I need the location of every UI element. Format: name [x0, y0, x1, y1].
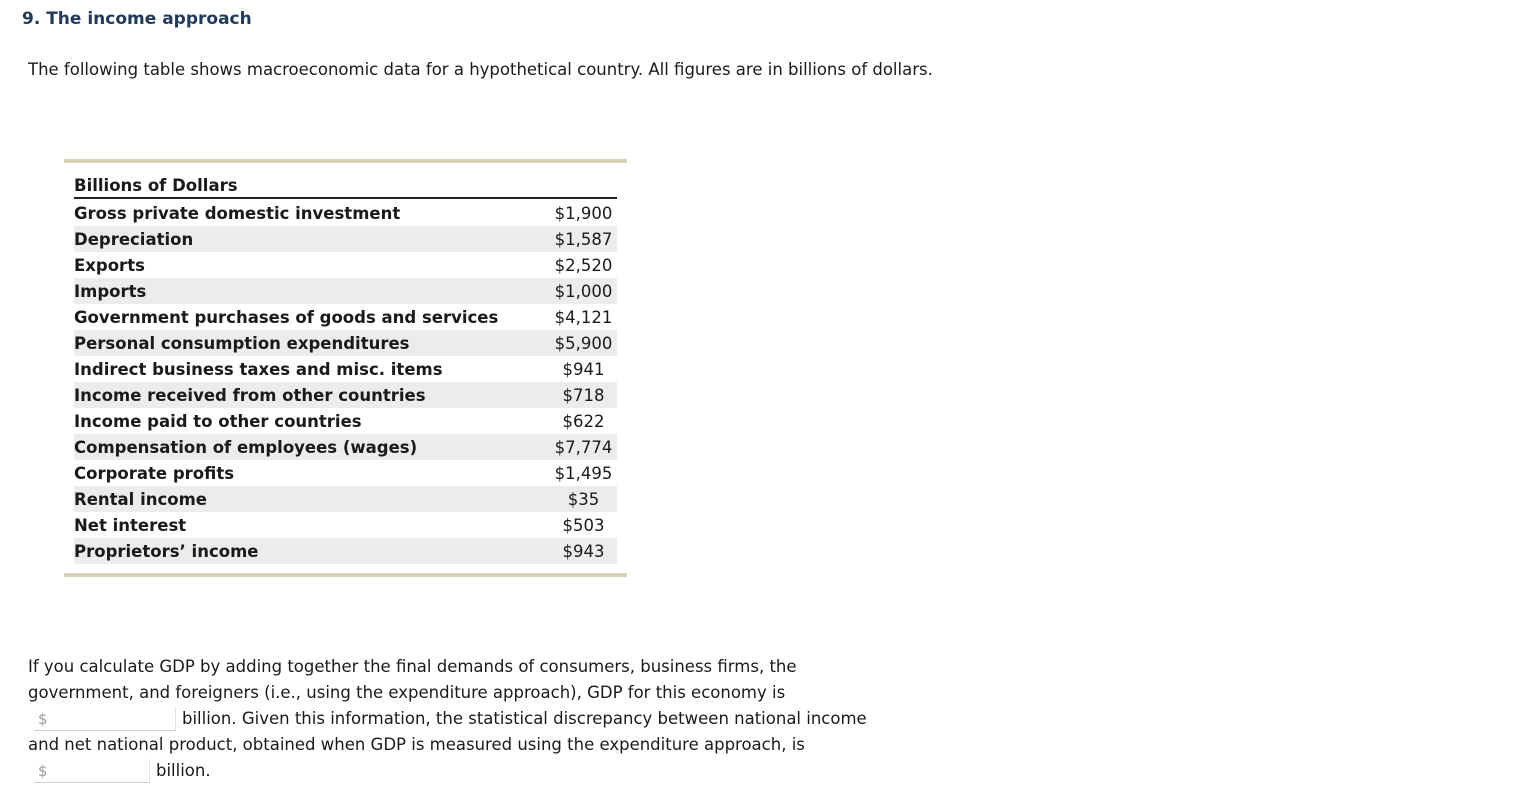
question-text	[28, 654, 948, 784]
intro-text: The following table shows macroeconomic data for a hypothetical country. All figures are in billions of dollars.	[28, 60, 933, 79]
row-label: Income received from other countries	[74, 385, 426, 405]
table-row	[74, 434, 617, 460]
table-row	[74, 538, 617, 564]
row-value: $622	[562, 411, 605, 431]
row-value: $943	[562, 541, 605, 561]
question-line	[28, 758, 948, 784]
table-row	[74, 512, 617, 538]
gdp-input[interactable]	[52, 710, 170, 728]
row-value: $2,520	[554, 255, 613, 275]
row-label: Compensation of employees (wages)	[74, 437, 418, 457]
question-fragment: billion.	[156, 761, 211, 780]
row-label: Indirect business taxes and misc. items	[74, 359, 443, 379]
table-row	[74, 252, 617, 278]
question-line: and net national product, obtained when GDP is measured using the expenditure approach, is	[28, 735, 805, 754]
table-row	[74, 486, 617, 512]
table-body	[74, 200, 617, 564]
row-label: Exports	[74, 255, 145, 275]
row-label: Government purchases of goods and services	[74, 307, 499, 327]
question-title: 9. The income approach	[22, 9, 252, 29]
row-value: $7,774	[554, 437, 613, 457]
question-fragment: billion. Given this information, the statistical discrepancy between national income	[182, 709, 867, 728]
row-value: $718	[562, 385, 605, 405]
discrepancy-answer-field[interactable]	[34, 759, 150, 783]
row-value: $35	[567, 489, 600, 509]
row-label: Net interest	[74, 515, 187, 535]
table-row	[74, 200, 617, 226]
question-line: government, and foreigners (i.e., using the expenditure approach), GDP for this economy is	[28, 683, 786, 702]
row-label: Gross private domestic investment	[74, 203, 401, 223]
row-value: $1,495	[554, 463, 613, 483]
question-line	[28, 706, 948, 732]
row-value: $1,900	[554, 203, 613, 223]
table-header: Billions of Dollars	[74, 174, 617, 199]
table-row	[74, 304, 617, 330]
row-value: $503	[562, 515, 605, 535]
table-row	[74, 356, 617, 382]
data-table	[64, 159, 627, 577]
row-label: Corporate profits	[74, 463, 235, 483]
row-label: Depreciation	[74, 229, 194, 249]
table-row	[74, 382, 617, 408]
table-row	[74, 278, 617, 304]
table-row	[74, 408, 617, 434]
dollar-icon: $	[38, 761, 48, 780]
row-value: $5,900	[554, 333, 613, 353]
row-value: $941	[562, 359, 605, 379]
gdp-answer-field[interactable]	[34, 707, 176, 731]
question-line: If you calculate GDP by adding together the final demands of consumers, business firms, the	[28, 657, 797, 676]
discrepancy-input[interactable]	[52, 762, 144, 780]
row-label: Income paid to other countries	[74, 411, 362, 431]
row-value: $1,587	[554, 229, 613, 249]
table-row	[74, 460, 617, 486]
table-row	[74, 226, 617, 252]
dollar-icon: $	[38, 709, 48, 728]
row-label: Proprietors’ income	[74, 541, 259, 561]
table-row	[74, 330, 617, 356]
row-label: Personal consumption expenditures	[74, 333, 410, 353]
row-value: $4,121	[554, 307, 613, 327]
row-label: Imports	[74, 281, 147, 301]
row-label: Rental income	[74, 489, 207, 509]
row-value: $1,000	[554, 281, 613, 301]
